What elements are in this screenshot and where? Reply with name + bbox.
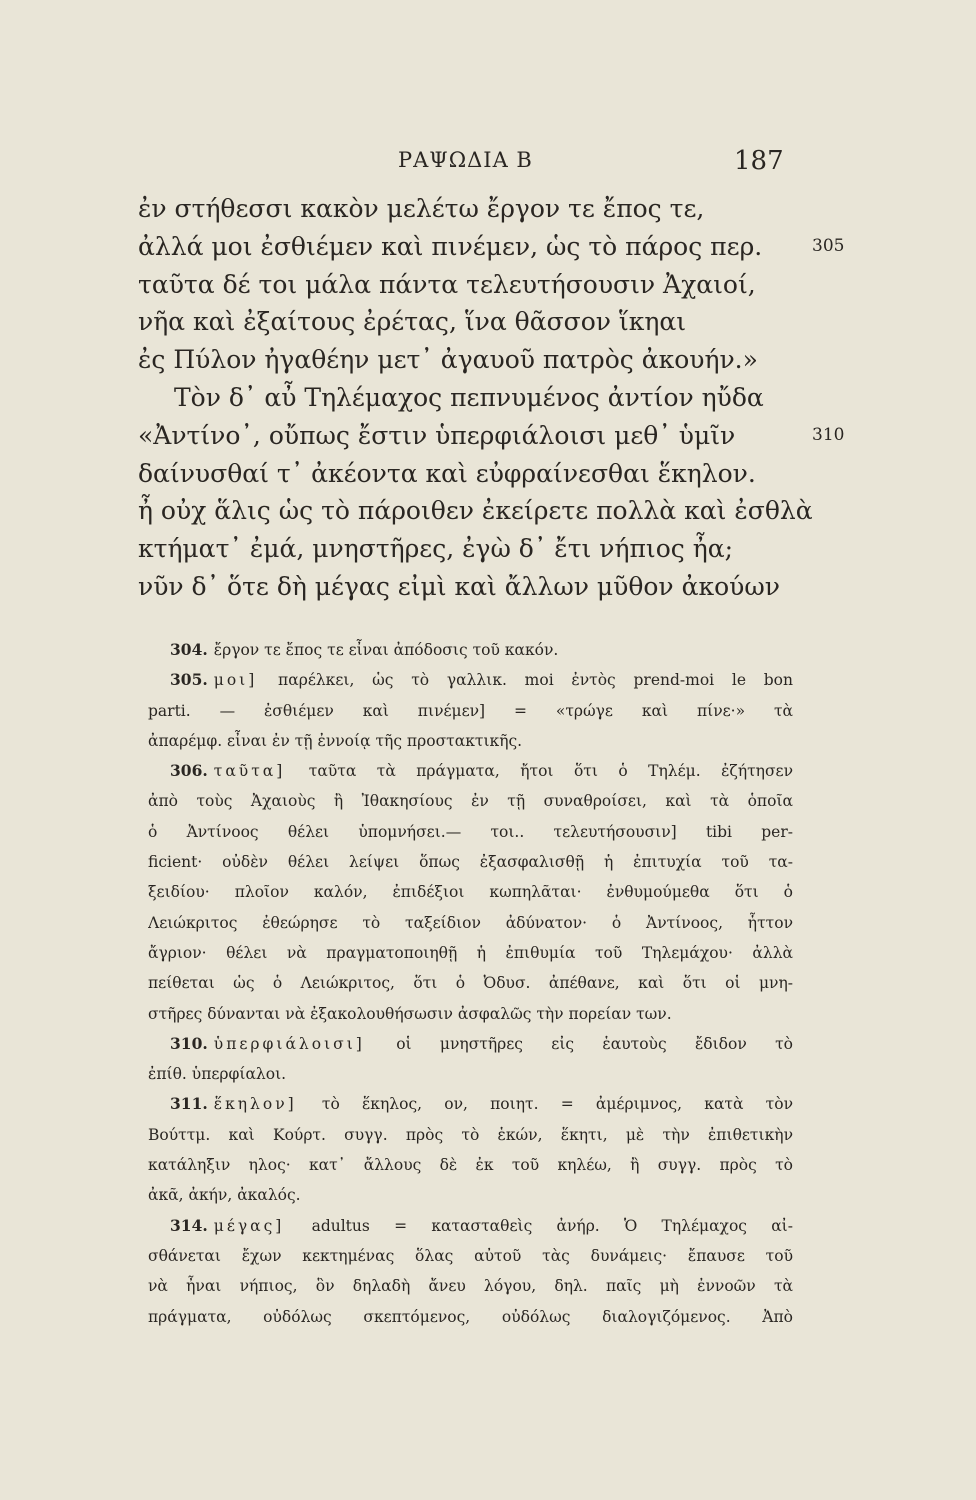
note-line xyxy=(148,726,793,756)
verse-text: ἦ οὐχ ἅλις ὡς τὸ πάροιθεν ἐκείρετε πολλὰ καὶ ἐσθλὰ xyxy=(138,496,813,526)
note-lemma: ταῦτα] xyxy=(213,762,309,781)
note-text: Λειώκριτος ἐθεώρησε τὸ ταξείδιον ἀδύνατον· ὁ Ἀντίνοος, ἧττον xyxy=(148,913,793,932)
note-text: σθάνεται ἔχων κεκτημένας ὅλας αὐτοῦ τὰς δυνάμεις· ἔπαυσε τοῦ xyxy=(148,1246,793,1265)
note-line xyxy=(148,1211,793,1241)
running-head: ΡΑΨΩΔΙΑ Β xyxy=(398,148,533,172)
note-text: νὰ ἦναι νήπιος, ὃν δηλαδὴ ἄνευ λόγου, δηλ. παῖς μὴ ἐννοῶν τὰ xyxy=(148,1277,793,1296)
note-text: πείθεται ὡς ὁ Λειώκριτος, ὅτι ὁ Ὀδυσ. ἀπέθανε, καὶ ὅτι οἱ μνη- xyxy=(148,974,793,993)
note-number: 310. xyxy=(170,1033,208,1053)
verse-number: 310 xyxy=(812,424,845,445)
verse-line xyxy=(138,379,838,417)
note-line xyxy=(148,1089,793,1119)
verse-text: ταῦτα δέ τοι μάλα πάντα τελευτήσουσιν Ἀχαιοί, xyxy=(138,269,756,299)
note-line xyxy=(148,696,793,726)
verse-line xyxy=(138,341,838,379)
verse-line xyxy=(138,417,845,455)
note-line xyxy=(148,665,793,695)
verse-text: κτήματ᾽ ἐμά, μνηστῆρες, ἐγὼ δ᾽ ἔτι νήπιος ἦα; xyxy=(138,534,733,564)
note-lemma: μοι] xyxy=(213,671,279,690)
verse-block xyxy=(138,190,845,606)
note-number: 311. xyxy=(170,1094,208,1114)
note-line xyxy=(148,847,793,877)
note-text: Βούττμ. καὶ Κούρτ. συγγ. πρὸς τὸ ἑκών, ἕκητι, μὲ τὴν ἐπιθετικὴν xyxy=(148,1125,793,1144)
verse-line xyxy=(138,455,838,493)
note-line xyxy=(148,1029,793,1059)
verse-text: νῦν δ᾽ ὅτε δὴ μέγας εἰμὶ καὶ ἄλλων μῦθον ἀκούων xyxy=(138,571,780,601)
note-text: ἐπίθ. ὑπερφίαλοι. xyxy=(148,1065,287,1084)
note-line xyxy=(148,786,793,816)
verse-line xyxy=(138,492,838,530)
verse-line xyxy=(138,190,838,228)
note-text: ἔργον τε ἔπος τε εἶναι ἀπόδοσις τοῦ κακόν. xyxy=(213,641,559,659)
note-line xyxy=(148,1241,793,1271)
verse-number: 305 xyxy=(812,235,845,256)
note-line xyxy=(148,1271,793,1301)
verse-text: ἀλλά μοι ἐσθιέμεν καὶ πινέμεν, ὡς τὸ πάρος περ. xyxy=(138,231,763,261)
verse-line xyxy=(138,568,838,606)
note-text: ἀπαρέμφ. εἶναι ἐν τῇ ἐννοίᾳ τῆς προστακτικῆς. xyxy=(148,731,523,750)
note-line xyxy=(148,999,793,1029)
note-text: οἱ μνηστῆρες εἰς ἑαυτοὺς ἔδιδον τὸ xyxy=(396,1034,793,1053)
note-text: ἀπὸ τοὺς Ἀχαιοὺς ἢ Ἰθακησίους ἐν τῇ συναθροίσει, καὶ τὰ ὁποῖα xyxy=(148,792,793,811)
verse-line xyxy=(138,228,845,266)
note-text: ficient· οὐδὲν θέλει λείψει ὅπως ἐξασφαλισθῇ ἡ ἐπιτυχία τοῦ τα- xyxy=(148,853,793,872)
note-lemma: ἕκηλον] xyxy=(213,1095,322,1114)
note-line xyxy=(148,817,793,847)
note-number: 314. xyxy=(170,1215,208,1235)
note-text: ἄγριον· θέλει νὰ πραγματοποιηθῇ ἡ ἐπιθυμία τοῦ Τηλεμάχου· ἀλλὰ xyxy=(148,943,793,962)
verse-text: νῆα καὶ ἐξαίτους ἐρέτας, ἵνα θᾶσσον ἵκηαι xyxy=(138,307,687,337)
note-lemma: ὑπερφιάλοισι] xyxy=(213,1034,397,1053)
note-line xyxy=(148,968,793,998)
note-line xyxy=(148,1150,793,1180)
note-number: 306. xyxy=(170,761,208,781)
note-line xyxy=(148,908,793,938)
note-lemma: μέγας] xyxy=(213,1216,312,1235)
note-text: στῆρες δύνανται νὰ ἐξακολουθήσωσιν ἀσφαλῶς τὴν πορείαν των. xyxy=(148,1004,672,1023)
note-number: 304. xyxy=(170,640,208,659)
note-text: adultus = κατασταθεὶς ἀνήρ. Ὁ Τηλέμαχος αἰ- xyxy=(311,1216,793,1235)
note-number: 305. xyxy=(170,670,208,690)
note-text: τὸ ἕκηλος, ον, ποιητ. = ἀμέριμνος, κατὰ τὸν xyxy=(321,1095,793,1114)
note-text: πράγματα, οὐδόλως σκεπτόμενος, οὐδόλως διαλογιζόμενος. Ἀπὸ xyxy=(148,1307,793,1326)
verse-text: ἐς Πύλον ἠγαθέην μετ᾽ ἀγαυοῦ πατρὸς ἀκουήν.» xyxy=(138,345,758,375)
note-line xyxy=(148,1180,793,1210)
verse-text: «Ἀντίνο᾽, οὔπως ἔστιν ὑπερφιάλοισι μεθ᾽ ὑμῖν xyxy=(138,420,736,450)
note-text: ἀκᾶ, ἀκήν, ἀκαλός. xyxy=(148,1186,301,1205)
verse-line xyxy=(138,303,838,341)
note-text: ὁ Ἀντίνοος θέλει ὑπομνήσει.— τοι.. τελευτήσουσιν] tibi per- xyxy=(148,822,793,841)
note-line xyxy=(148,635,793,665)
verse-line xyxy=(138,530,838,568)
note-text: ταῦτα τὰ πράγματα, ἤτοι ὅτι ὁ Τηλέμ. ἐζήτησεν xyxy=(308,762,793,781)
page-number: 187 xyxy=(734,146,784,176)
note-line xyxy=(148,877,793,907)
note-line xyxy=(148,756,793,786)
note-text: parti. — ἐσθιέμεν καὶ πινέμεν] = «τρώγε καὶ πίνε·» τὰ xyxy=(148,701,793,720)
verse-text: ἐν στήθεσσι κακὸν μελέτω ἔργον τε ἔπος τε, xyxy=(138,194,705,223)
note-text: ξειδίου· πλοῖον καλόν, ἐπιδέξιοι κωπηλᾶται· ἐνθυμούμεθα ὅτι ὁ xyxy=(148,883,793,902)
note-line xyxy=(148,1302,793,1332)
note-line xyxy=(148,938,793,968)
note-text: κατάληξιν ηλος· κατ᾽ ἄλλους δὲ ἐκ τοῦ κηλέω, ἢ συγγ. πρὸς τὸ xyxy=(148,1156,793,1175)
verse-text: Τὸν δ᾽ αὖ Τηλέμαχος πεπνυμένος ἀντίον ηὔδα xyxy=(174,382,764,412)
note-line xyxy=(148,1059,793,1089)
verse-text: δαίνυσθαί τ᾽ ἀκέοντα καὶ εὐφραίνεσθαι ἕκηλον. xyxy=(138,458,756,488)
note-line xyxy=(148,1120,793,1150)
note-text: παρέλκει, ὡς τὸ γαλλικ. moi ἐντὸς prend-moi le bon xyxy=(278,671,793,690)
verse-line xyxy=(138,266,838,304)
commentary-block xyxy=(148,635,793,1332)
